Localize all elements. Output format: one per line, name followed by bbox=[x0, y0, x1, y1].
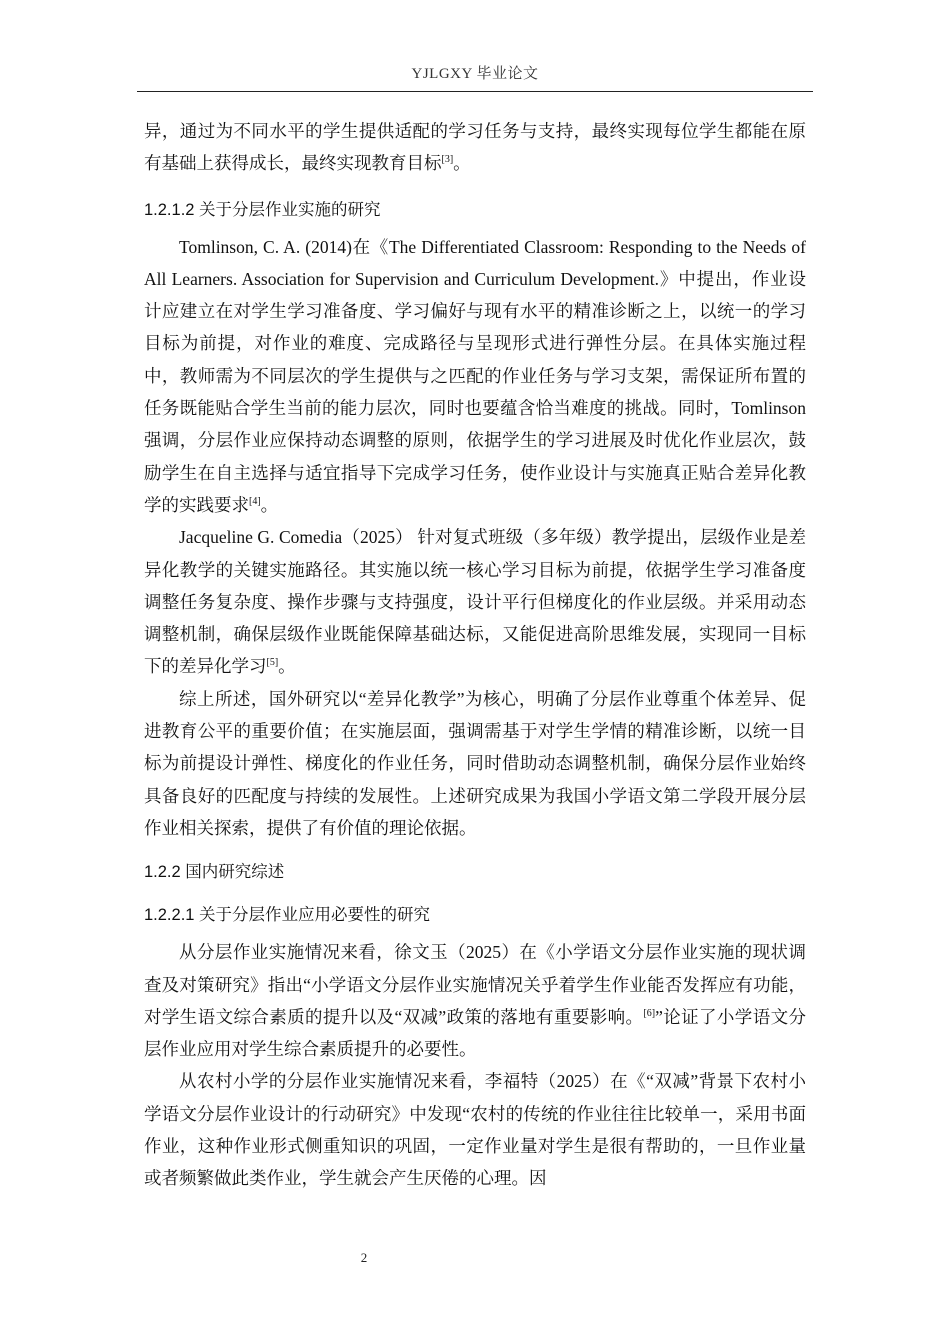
paragraph-tail: ”论证了小学语文分层作业应用对学生综合素质提升的必要性。 bbox=[144, 1006, 806, 1060]
paragraph-continuation bbox=[144, 115, 806, 180]
paragraph-text: 从农村小学的分层作业实施情况来看，李福特（2025）在《“双减”背景下农村小学语文分层作业设计的行动研究》中发现“农村的传统的作业往往比较单一，采用书面作业，这种作业形式侧重知识的巩固，一定作业量对学生是很有帮助的，一旦作业量或者频繁做此类作业，学生就会产生厌倦的心理。因 bbox=[144, 1071, 806, 1189]
paragraph-tomlinson bbox=[144, 231, 806, 522]
citation-ref: [4] bbox=[249, 496, 261, 508]
running-header: YJLGXY 毕业论文 bbox=[411, 66, 539, 82]
paragraph-tail: 。 bbox=[278, 656, 296, 677]
paragraph-text: Tomlinson, C. A. (2014)在《The Differentiated Classroom: Responding to the Needs of All Learners. Association for Supervision and Curriculum Development.》中提出，作业设计应建立在对学生学习准备度、学习偏好与现有水平的精准诊断之上，以统一的学习目标为前提，对作业的难度、完成路径与呈现形式进行弹性分层。在具体实施过程中，教师需为不同层次的学生提供与之匹配的作业任务与学习支架，需保证所布置的任务既能贴合学生当前的能力层次，同时也要蕴含恰当难度的挑战。同时，Tomlinson 强调，分层作业应保持动态调整的原则，依据学生的学习进展及时优化作业层次，鼓励学生在自主选择与适宜指导下完成学习任务，使作业设计与实施真正贴合差异化教学的实践要求 bbox=[144, 236, 806, 515]
citation-ref: [5] bbox=[266, 657, 279, 669]
body-text bbox=[144, 115, 806, 1195]
section-heading-1-2-2-1: 1.2.2.1 关于分层作业应用必要性的研究 bbox=[144, 906, 431, 925]
paragraph-tail: 。 bbox=[260, 494, 279, 515]
paragraph-text: Jacqueline G. Comedia（2025） 针对复式班级（多年级）教学提出，层级作业是差异化教学的关键实施路径。其实施以统一核心学习目标为前提，依据学生学习准备度调整任务复杂度、操作步骤与支持强度，设计平行但梯度化的作业层级。并采用动态调整机制，确保层级作业既能保障基础达标，又能促进高阶思维发展，实现同一目标下的差异化学习 bbox=[144, 527, 806, 677]
section-heading-1-2-1-2: 1.2.1.2 关于分层作业实施的研究 bbox=[144, 200, 381, 219]
paragraph-text: 从分层作业实施情况来看，徐文玉（2025）在《小学语文分层作业实施的现状调查及对策研究》指出“小学语文分层作业实施情况关乎着学生作业能否发挥应有功能，对学生语文综合素质的提升以及“双减”政策的落地有重要影响。 bbox=[144, 942, 806, 1027]
paragraph-summary bbox=[144, 683, 806, 844]
paragraph-text: 异，通过为不同水平的学生提供适配的学习任务与支持，最终实现每位学生都能在原有基础上获得成长，最终实现教育目标 bbox=[144, 121, 806, 174]
citation-ref: [6] bbox=[643, 1008, 656, 1019]
page-number: 2 bbox=[360, 1250, 368, 1265]
citation-ref: [3] bbox=[441, 154, 454, 166]
paragraph-comedia bbox=[144, 521, 806, 682]
header-divider bbox=[137, 91, 813, 92]
paragraph-li-fute bbox=[144, 1065, 806, 1194]
section-heading-1-2-2: 1.2.2 国内研究综述 bbox=[144, 863, 285, 882]
paragraph-xu-wenyu bbox=[144, 936, 806, 1065]
paragraph-tail: 。 bbox=[453, 153, 471, 174]
paragraph-text: 综上所述，国外研究以“差异化教学”为核心，明确了分层作业尊重个体差异、促进教育公平的重要价值；在实施层面，强调需基于对学生学情的精准诊断，以统一目标为前提设计弹性、梯度化的作业任务，同时借助动态调整机制，确保分层作业始终具备良好的匹配度与持续的发展性。上述研究成果为我国小学语文第二学段开展分层作业相关探索，提供了有价值的理论依据。 bbox=[144, 688, 806, 838]
